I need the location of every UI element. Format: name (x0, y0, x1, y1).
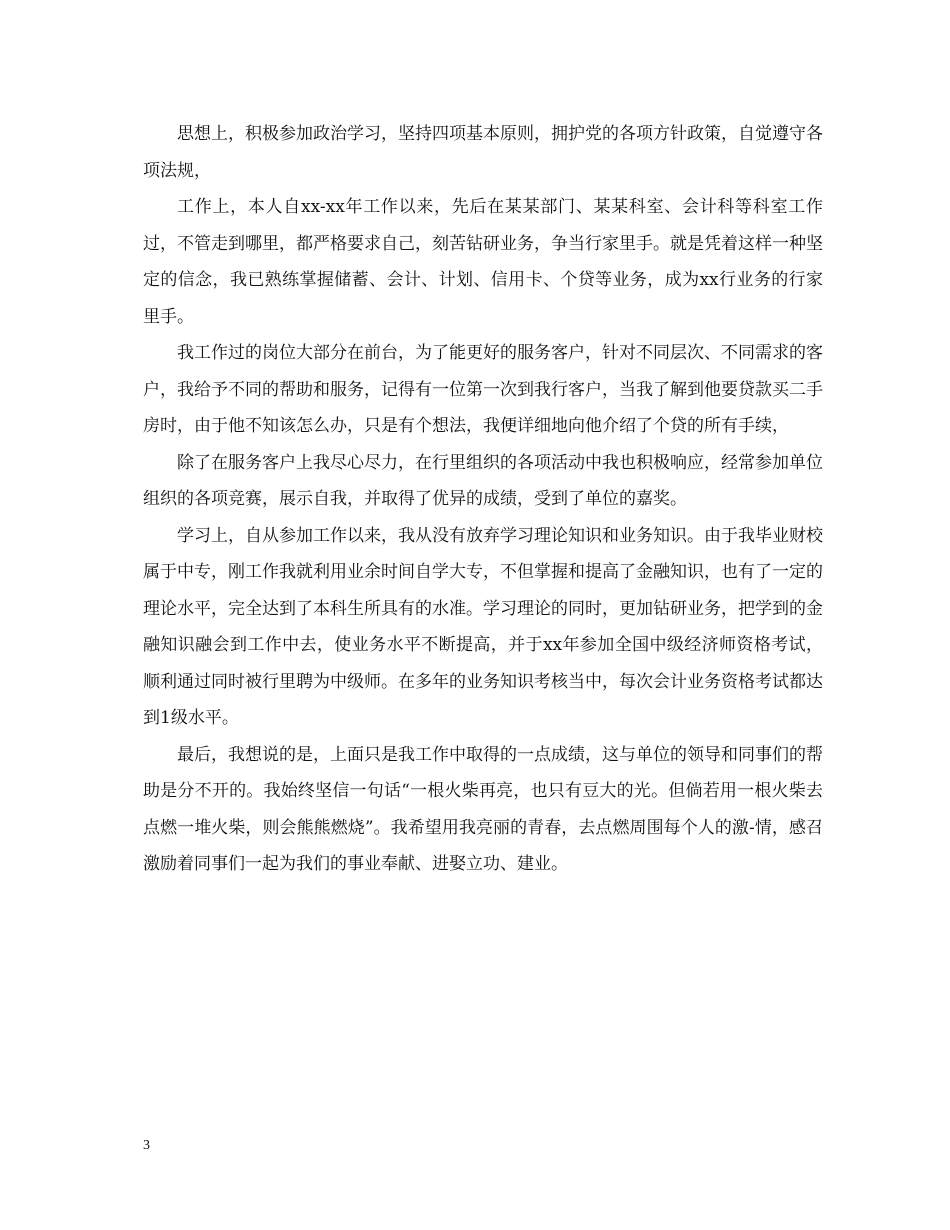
paragraph-conclusion: 最后，我想说的是，上面只是我工作中取得的一点成绩，这与单位的领导和同事们的帮助是分不开的。我始终坚信一句话“一根火柴再亮，也只有豆大的光。但倘若用一根火柴去点燃一堆火柴，则会熊熊燃烧”。我希望用我亮丽的青春，去点燃周围每个人的激-情，感召激励着同事们一起为我们的事业奉献、进娶立功、建业。 (143, 744, 823, 874)
document-body (143, 116, 823, 883)
paragraph-service: 我工作过的岗位大部分在前台，为了能更好的服务客户，针对不同层次、不同需求的客户，我给予不同的帮助和服务，记得有一位第一次到我行客户，当我了解到他要贷款买二手房时，由于他不知该怎么办，只是有个想法，我便详细地向他介绍了个贷的所有手续， (143, 343, 823, 436)
paragraph-study: 学习上，自从参加工作以来，我从没有放弃学习理论知识和业务知识。由于我毕业财校属于中专，刚工作我就利用业余时间自学大专，不但掌握和提高了金融知识，也有了一定的理论水平，完全达到了本科生所具有的水准。学习理论的同时，更加钻研业务，把学到的金融知识融会到工作中去，使业务水平不断提高，并于xx年参加全国中级经济师资格考试，顺利通过同时被行里聘为中级师。在多年的业务知识考核当中，每次会计业务资格考试都达到1级水平。 (143, 525, 823, 728)
paragraph-activities: 除了在服务客户上我尽心尽力，在行里组织的各项活动中我也积极响应，经常参加单位组织的各项竞赛，展示自我，并取得了优异的成绩，受到了单位的嘉奖。 (143, 452, 823, 509)
page-number: 3 (143, 1138, 150, 1153)
paragraph-thought: 思想上，积极参加政治学习，坚持四项基本原则，拥护党的各项方针政策，自觉遵守各项法规， (143, 124, 823, 181)
paragraph-work: 工作上，本人自xx-xx年工作以来，先后在某某部门、某某科室、会计科等科室工作过，不管走到哪里，都严格要求自己，刻苦钻研业务，争当行家里手。就是凭着这样一种坚定的信念，我已熟练掌握储蓄、会计、计划、信用卡、个贷等业务，成为xx行业务的行家里手。 (143, 197, 823, 327)
